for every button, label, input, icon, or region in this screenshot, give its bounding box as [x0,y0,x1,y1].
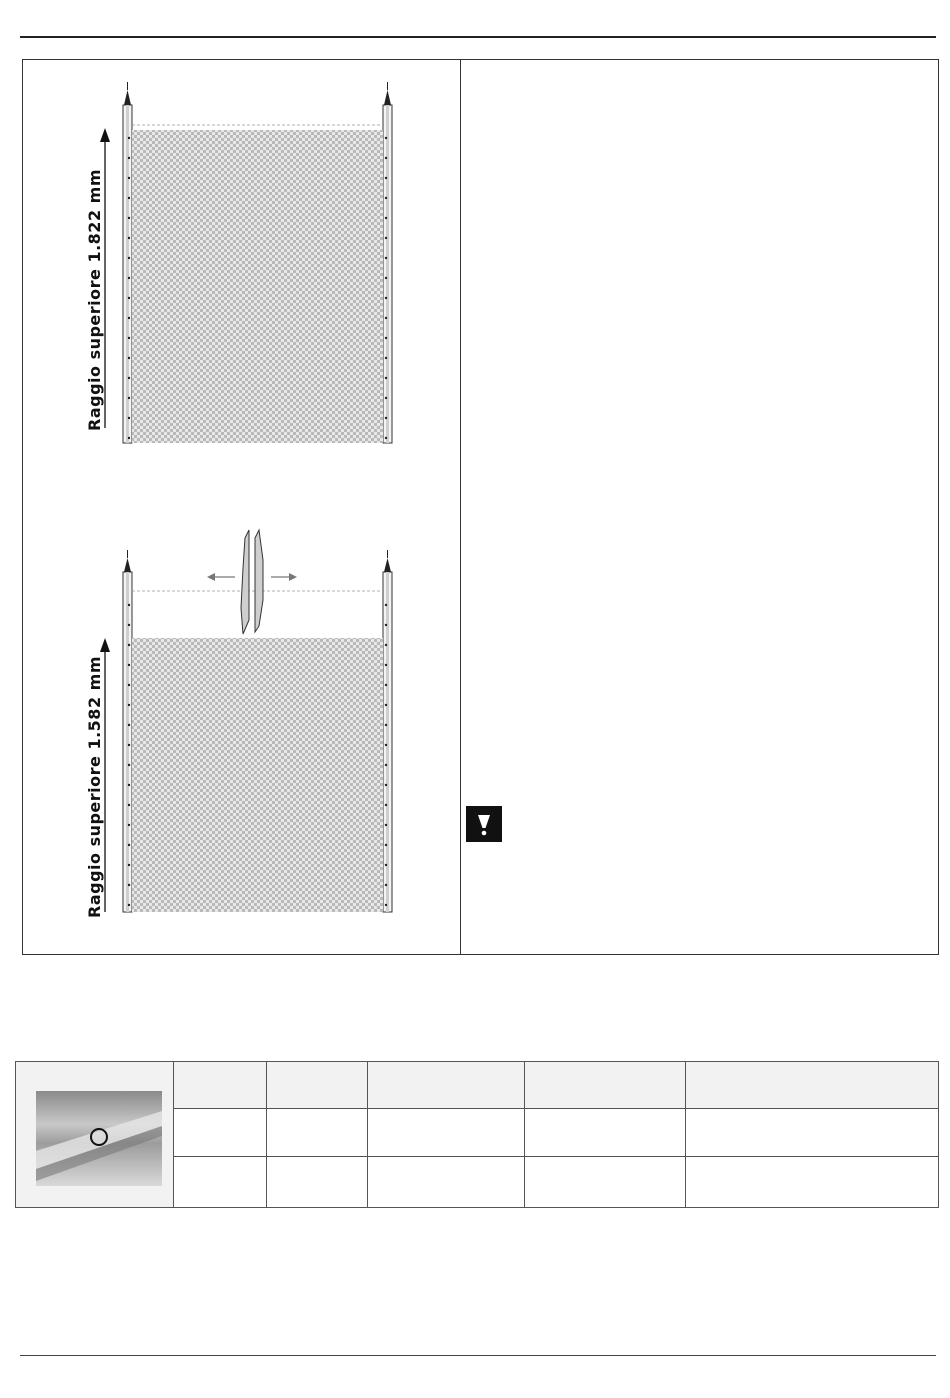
table-row-divider [174,1108,938,1109]
table-row-divider [174,1156,938,1157]
arrow-up-icon [100,638,110,652]
top-diagram-label: Raggio superiore 1.822 mm [85,169,104,431]
top-diagram [100,82,392,443]
header-cell-2 [267,1062,368,1109]
header-cell-5 [686,1062,938,1109]
footer-rule [20,1355,936,1356]
table-cell [174,1109,267,1207]
table-cell [368,1109,525,1207]
bottom-diagram-label: Raggio superiore 1.582 mm [85,656,104,918]
parts-table [15,1061,939,1208]
panel-divider [460,60,461,954]
profile-photo [36,1091,162,1186]
warning-icon [466,806,502,842]
header-cell-3 [368,1062,525,1109]
table-cell [525,1109,686,1207]
bottom-diagram [100,530,392,912]
header-cell-1 [174,1062,267,1109]
header-rule [20,36,936,38]
header-cell-4 [525,1062,686,1109]
table-cell [267,1109,368,1207]
photo-cell [16,1062,174,1207]
arrow-up-icon [100,128,110,142]
